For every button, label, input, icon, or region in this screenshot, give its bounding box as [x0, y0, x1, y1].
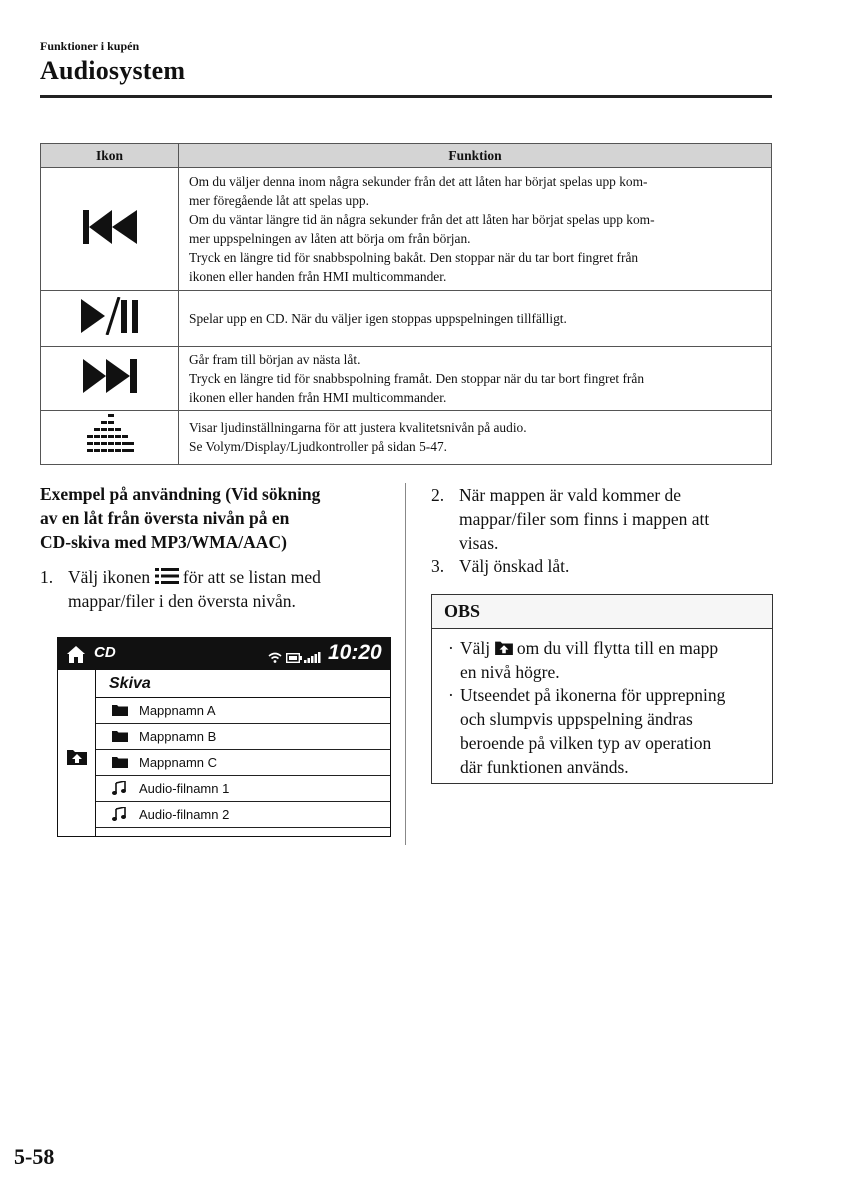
- step-line: visas.: [459, 533, 499, 553]
- step-text: Välj ikonen: [68, 567, 151, 587]
- function-description: [179, 411, 772, 465]
- home-icon[interactable]: [67, 646, 85, 663]
- music-note-icon: [112, 781, 126, 795]
- text-line: Visar ljudinställningarna för att justera kvalitetsnivån på audio.: [189, 420, 527, 435]
- note-line: beroende på vilken typ av operation: [460, 733, 712, 753]
- folder-title-row: [96, 670, 390, 698]
- battery-icon: [286, 653, 302, 663]
- bullet-dot: ·: [448, 638, 454, 658]
- text-line: mer föregående låt att spelas upp.: [189, 192, 369, 208]
- table-row: [41, 168, 772, 291]
- note-line: en nivå högre.: [460, 662, 560, 682]
- list-item-label: Mappnamn B: [139, 729, 217, 744]
- step-line: mappar/filer som finns i mappen att: [459, 509, 710, 529]
- next-track-icon: [41, 347, 179, 411]
- step-line: När mappen är vald kommer de: [459, 485, 682, 505]
- note-text: Välj: [460, 638, 491, 658]
- list-icon: [155, 568, 179, 584]
- list-item[interactable]: [96, 802, 390, 828]
- list-item-label: Mappnamn A: [139, 703, 216, 718]
- section-label: Funktioner i kupén: [40, 39, 140, 53]
- heading-line: Exempel på användning (Vid sökning: [40, 484, 321, 504]
- wifi-icon: [268, 652, 282, 663]
- column-header-function: Funktion: [179, 144, 772, 168]
- text-line: Om du väljer denna inom några sekunder från det att låten har börjat spelas upp kom-: [189, 173, 648, 189]
- heading-line: av en låt från översta nivån på en: [40, 508, 290, 528]
- signal-strength-icon: [304, 651, 322, 663]
- source-label: CD: [94, 644, 116, 661]
- text-line: ikonen eller handen från HMI multicommander.: [189, 268, 447, 284]
- screen-sidebar: [58, 670, 96, 836]
- sound-quality-icon: [41, 411, 179, 465]
- text-line: mer uppspelningen av låten att börja om från början.: [189, 230, 471, 246]
- step-2: [431, 483, 776, 555]
- step-line: Välj önskad låt.: [459, 556, 570, 576]
- note-box: [431, 594, 773, 784]
- bullet-dot: ·: [448, 685, 454, 705]
- step-3: [431, 554, 776, 578]
- step-1: [40, 565, 390, 613]
- note-line: [460, 636, 718, 660]
- list-item[interactable]: [96, 698, 390, 724]
- music-note-icon: [112, 807, 126, 821]
- text-line: Se Volym/Display/Ljudkontroller på sidan 5-47.: [189, 439, 447, 454]
- list-item[interactable]: [96, 750, 390, 776]
- example-heading: [40, 482, 385, 554]
- note-line: och slumpvis uppspelning ändras: [460, 709, 693, 729]
- list-item[interactable]: [96, 776, 390, 802]
- note-title: OBS: [444, 601, 481, 621]
- table-header-row: [41, 144, 772, 168]
- column-header-icon: Ikon: [41, 144, 179, 168]
- note-text: om du vill flytta till en mapp: [516, 638, 719, 658]
- list-item-label: Mappnamn C: [139, 755, 218, 770]
- text-line: Spelar upp en CD. När du väljer igen stoppas uppspelningen tillfälligt.: [189, 310, 567, 326]
- note-bullet-2: [448, 683, 770, 779]
- column-divider: [405, 483, 406, 845]
- text-line: Om du väntar längre tid än några sekunder från det att låten har börjat spelas upp kom-: [189, 211, 655, 227]
- step-line: mappar/filer i den översta nivån.: [68, 591, 296, 611]
- step-number: 3.: [431, 556, 445, 576]
- note-line: Utseendet på ikonerna för upprepning: [460, 685, 726, 705]
- text-line: Tryck en längre tid för snabbspolning bakåt. Den stoppar när du tar bort fingret från: [189, 249, 639, 265]
- table-row: [41, 291, 772, 347]
- text-line: ikonen eller handen från HMI multicommander.: [189, 389, 447, 405]
- table-row: [41, 347, 772, 411]
- heading-line: CD-skiva med MP3/WMA/AAC): [40, 532, 287, 552]
- list-item[interactable]: [96, 724, 390, 750]
- previous-track-icon: [41, 168, 179, 291]
- folder-icon: [112, 704, 128, 716]
- cd-screen-mockup: [57, 637, 391, 837]
- step-text: för att se listan med: [182, 567, 321, 587]
- list-item-label: Audio-filnamn 2: [139, 807, 230, 822]
- page-number: 5-58: [14, 1144, 55, 1169]
- folder-title: Skiva: [109, 675, 151, 692]
- note-box-header: [432, 595, 772, 629]
- title-rule: [40, 95, 772, 98]
- function-description: [179, 168, 772, 291]
- note-bullet-1: [448, 636, 770, 684]
- folder-icon: [112, 730, 128, 742]
- play-pause-icon: [41, 291, 179, 347]
- function-table: [40, 143, 772, 465]
- folder-up-icon[interactable]: [67, 747, 87, 765]
- step-line: [68, 565, 321, 589]
- function-description: [179, 347, 772, 411]
- text-line: Tryck en längre tid för snabbspolning framåt. Den stoppar när du tar bort fingret från: [189, 370, 645, 386]
- folder-icon: [112, 756, 128, 768]
- note-line: där funktionen används.: [460, 757, 629, 777]
- function-description: [179, 291, 772, 347]
- list-item-label: Audio-filnamn 1: [139, 781, 230, 796]
- table-row: [41, 411, 772, 465]
- text-line: Går fram till början av nästa låt.: [189, 351, 361, 367]
- screen-header: [58, 638, 390, 670]
- page-title: Audiosystem: [40, 56, 186, 85]
- step-number: 2.: [431, 485, 445, 505]
- folder-up-icon: [495, 639, 513, 655]
- clock: 10:20: [328, 641, 382, 664]
- step-number: 1.: [40, 567, 54, 587]
